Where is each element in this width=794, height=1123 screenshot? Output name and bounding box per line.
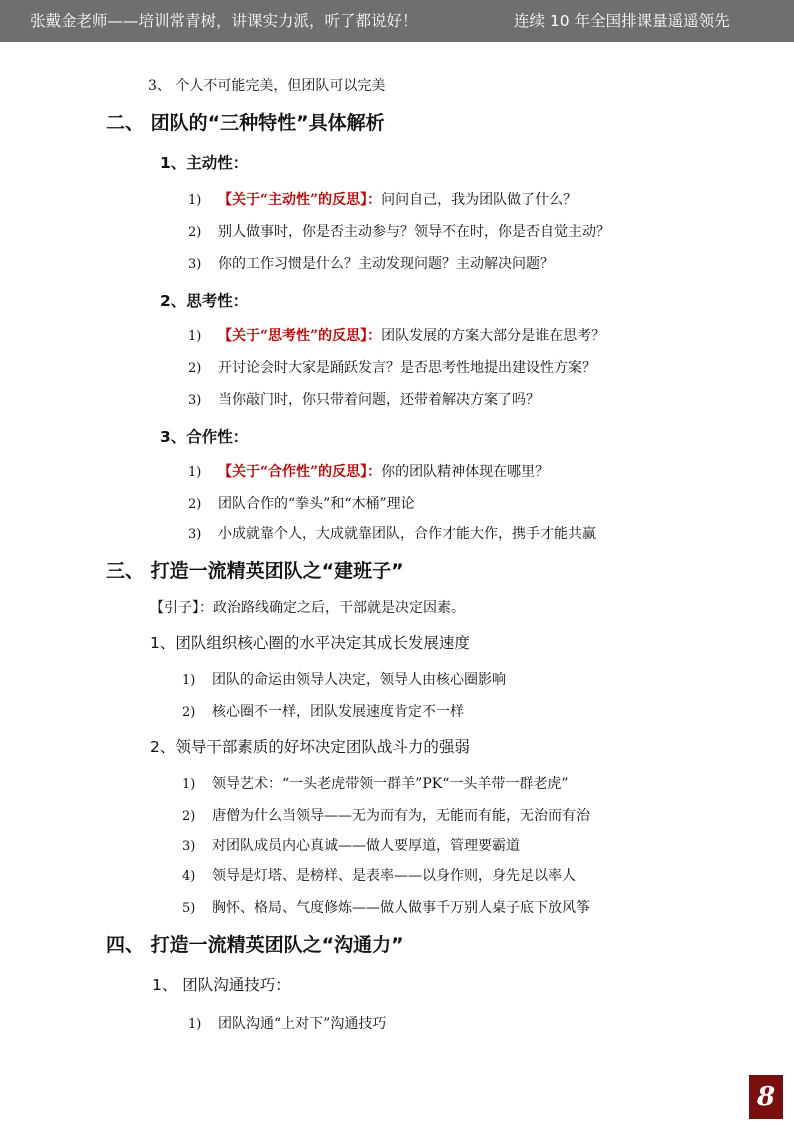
page-header [0, 0, 794, 42]
reflection-tag: 【关于“主动性”的反思】： [218, 192, 382, 208]
list-item [188, 222, 610, 243]
item-number: 1) [182, 673, 196, 688]
item-number: 1) [188, 193, 202, 208]
item-text: 团队发展的方案大部分是谁在思考？ [381, 328, 606, 344]
item-number: 2) [188, 497, 202, 512]
item-number: 2) [182, 705, 196, 720]
item-text: 别人做事时，你是否主动参与？领导不在时，你是否自觉主动？ [218, 224, 610, 240]
list-item [188, 1014, 386, 1035]
list-item [182, 702, 464, 723]
item-number: 3) [188, 257, 202, 272]
section-2-sub-2-title: 2、思考性： [160, 292, 249, 310]
section-3-title: 三、 打造一流精英团队之“建班子” [106, 560, 404, 582]
item-text: 小成就靠个人，大成就靠团队，合作才能大作，携手才能共赢 [218, 526, 596, 542]
item-number: 3) [188, 393, 202, 408]
item-number: 2) [188, 361, 202, 376]
item-text: 胸怀、格局、气度修炼——做人做事千万别人桌子底下放风筝 [212, 900, 590, 916]
list-item [188, 190, 577, 211]
list-item [188, 254, 554, 275]
section-3-sub-2-title: 2、领导干部素质的好坏决定团队战斗力的强弱 [150, 738, 470, 756]
section-3-sub-1-title: 1、团队组织核心圈的水平决定其成长发展速度 [150, 634, 470, 652]
item-number: 1) [188, 329, 202, 344]
item-text: 对团队成员内心真诚——做人要厚道，管理要霸道 [212, 838, 520, 854]
item-number: 2) [182, 809, 196, 824]
list-item [188, 524, 596, 545]
item-number: 1) [182, 777, 196, 792]
list-item [182, 670, 506, 691]
item-text: 你的团队精神体现在哪里？ [381, 464, 550, 480]
section-2-sub-3-title: 3、合作性： [160, 428, 249, 446]
page-number: 8 [749, 1075, 783, 1119]
item-number: 1) [188, 1017, 202, 1032]
section-3-intro: 【引子】：政治路线确定之后，干部就是决定因素。 [150, 600, 465, 616]
item-number: 2) [188, 225, 202, 240]
item-text: 团队沟通“上对下”沟通技巧 [218, 1016, 387, 1032]
item-text: 开讨论会时大家是踊跃发言？是否思考性地提出建设性方案？ [218, 360, 596, 376]
item-text: 核心圈不一样，团队发展速度肯定不一样 [212, 704, 464, 720]
item-text: 领导艺术：“一头老虎带领一群羊”PK“一头羊带一群老虎” [212, 776, 569, 792]
list-item [188, 462, 549, 483]
section-4-sub-1-title: 1、 团队沟通技巧： [152, 976, 291, 994]
list-item [182, 866, 576, 887]
item-text: 唐僧为什么当领导——无为而有为，无能而有能，无治而有治 [212, 808, 590, 824]
list-item [188, 358, 596, 379]
intro-item-3: 3、 个人不可能完美，但团队可以完美 [148, 78, 386, 94]
list-item [182, 836, 520, 857]
reflection-tag: 【关于“思考性”的反思】： [218, 328, 382, 344]
list-item [182, 806, 590, 827]
section-2-sub-1-title: 1、主动性： [160, 154, 249, 172]
header-left-text: 张戴金老师——培训常青树，讲课实力派，听了都说好！ [30, 12, 418, 30]
list-item [182, 774, 569, 795]
item-text: 领导是灯塔、是榜样、是表率——以身作则，身先足以率人 [212, 868, 576, 884]
section-4-title: 四、 打造一流精英团队之“沟通力” [106, 934, 404, 956]
section-2-title: 二、 团队的“三种特性”具体解析 [106, 112, 385, 134]
item-text: 当你敲门时，你只带着问题，还带着解决方案了吗？ [218, 392, 540, 408]
list-item [188, 390, 540, 411]
reflection-tag: 【关于“合作性”的反思】： [218, 464, 382, 480]
list-item [188, 326, 605, 347]
item-number: 4) [182, 869, 196, 884]
item-text: 团队合作的“拳头”和“木桶”理论 [218, 496, 415, 512]
item-number: 3) [182, 839, 196, 854]
item-number: 1) [188, 465, 202, 480]
item-text: 团队的命运由领导人决定，领导人由核心圈影响 [212, 672, 506, 688]
header-right-text: 连续 10 年全国排课量遥遥领先 [514, 12, 730, 30]
item-number: 5) [182, 901, 196, 916]
list-item [182, 898, 590, 919]
item-text: 你的工作习惯是什么？主动发现问题？主动解决问题？ [218, 256, 554, 272]
item-text: 问问自己，我为团队做了什么？ [381, 192, 578, 208]
item-number: 3) [188, 527, 202, 542]
list-item [188, 494, 415, 515]
